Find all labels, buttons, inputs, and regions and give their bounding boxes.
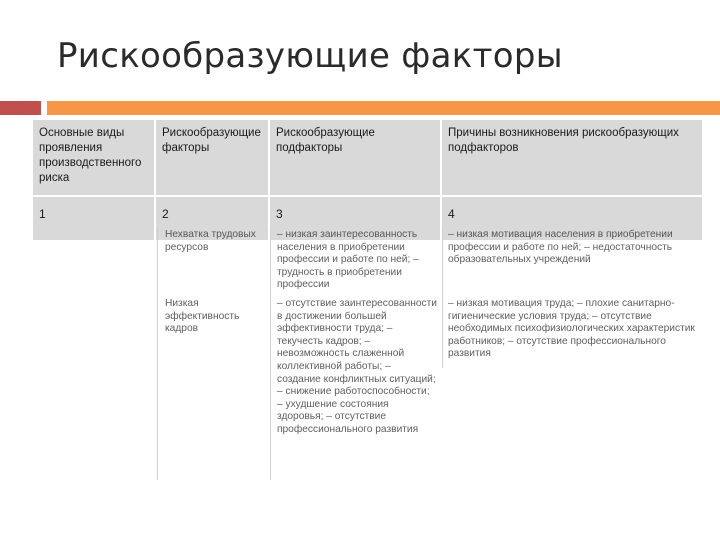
row1-causes: – низкая мотивация населения в приобретении профессии и работе по ней; – недостаточность образовательных учреждений [448, 229, 673, 266]
column-number-4: 4 [448, 207, 455, 221]
column-number-1: 1 [39, 207, 46, 221]
column-divider [442, 228, 443, 368]
header-cell-2 [156, 120, 268, 195]
header-text-1: Основные виды проявления производственного риска [39, 127, 142, 184]
row1-factor: Нехватка трудовых ресурсов [165, 229, 256, 253]
accent-bar-red [0, 101, 41, 115]
accent-bar-orange [47, 101, 720, 115]
header-text-3: Рискообразующие подфакторы [276, 127, 375, 154]
header-text-4: Причины возникновения рискообразующих подфакторов [448, 127, 679, 154]
column-number-3: 3 [276, 207, 283, 221]
header-cell-4 [442, 120, 702, 195]
column-divider [270, 228, 271, 480]
header-cell-1 [33, 120, 154, 195]
row2-subfactors: – отсутствие заинтересованности в достижении большей эффективности труда; – текучесть кадров; – невозможность слаженной коллективной работы; – создание конфликтных ситуаций; – снижение работоспособности; – ухудшение состояния здоровья; – отсутствие профессионального развития [277, 298, 437, 435]
column-divider [157, 228, 158, 480]
row1-subfactors: – низкая заинтересованность населения в приобретении профессии и работе по ней; – трудность в приобретении профессии [277, 229, 419, 291]
row2-factor: Низкая эффективность кадров [165, 298, 240, 335]
column-number-2: 2 [162, 207, 169, 221]
header-text-2: Рискообразующие факторы [162, 127, 261, 154]
row2-causes: – низкая мотивация труда; – плохие санитарно-гигиенические условия труда; – отсутствие необходимых психофизиологических характеристик работников; – отсутствие профессионального развития [448, 298, 695, 360]
slide-title: Рискообразующие факторы [57, 36, 563, 76]
number-cell-1 [33, 197, 154, 240]
header-cell-3 [270, 120, 440, 195]
